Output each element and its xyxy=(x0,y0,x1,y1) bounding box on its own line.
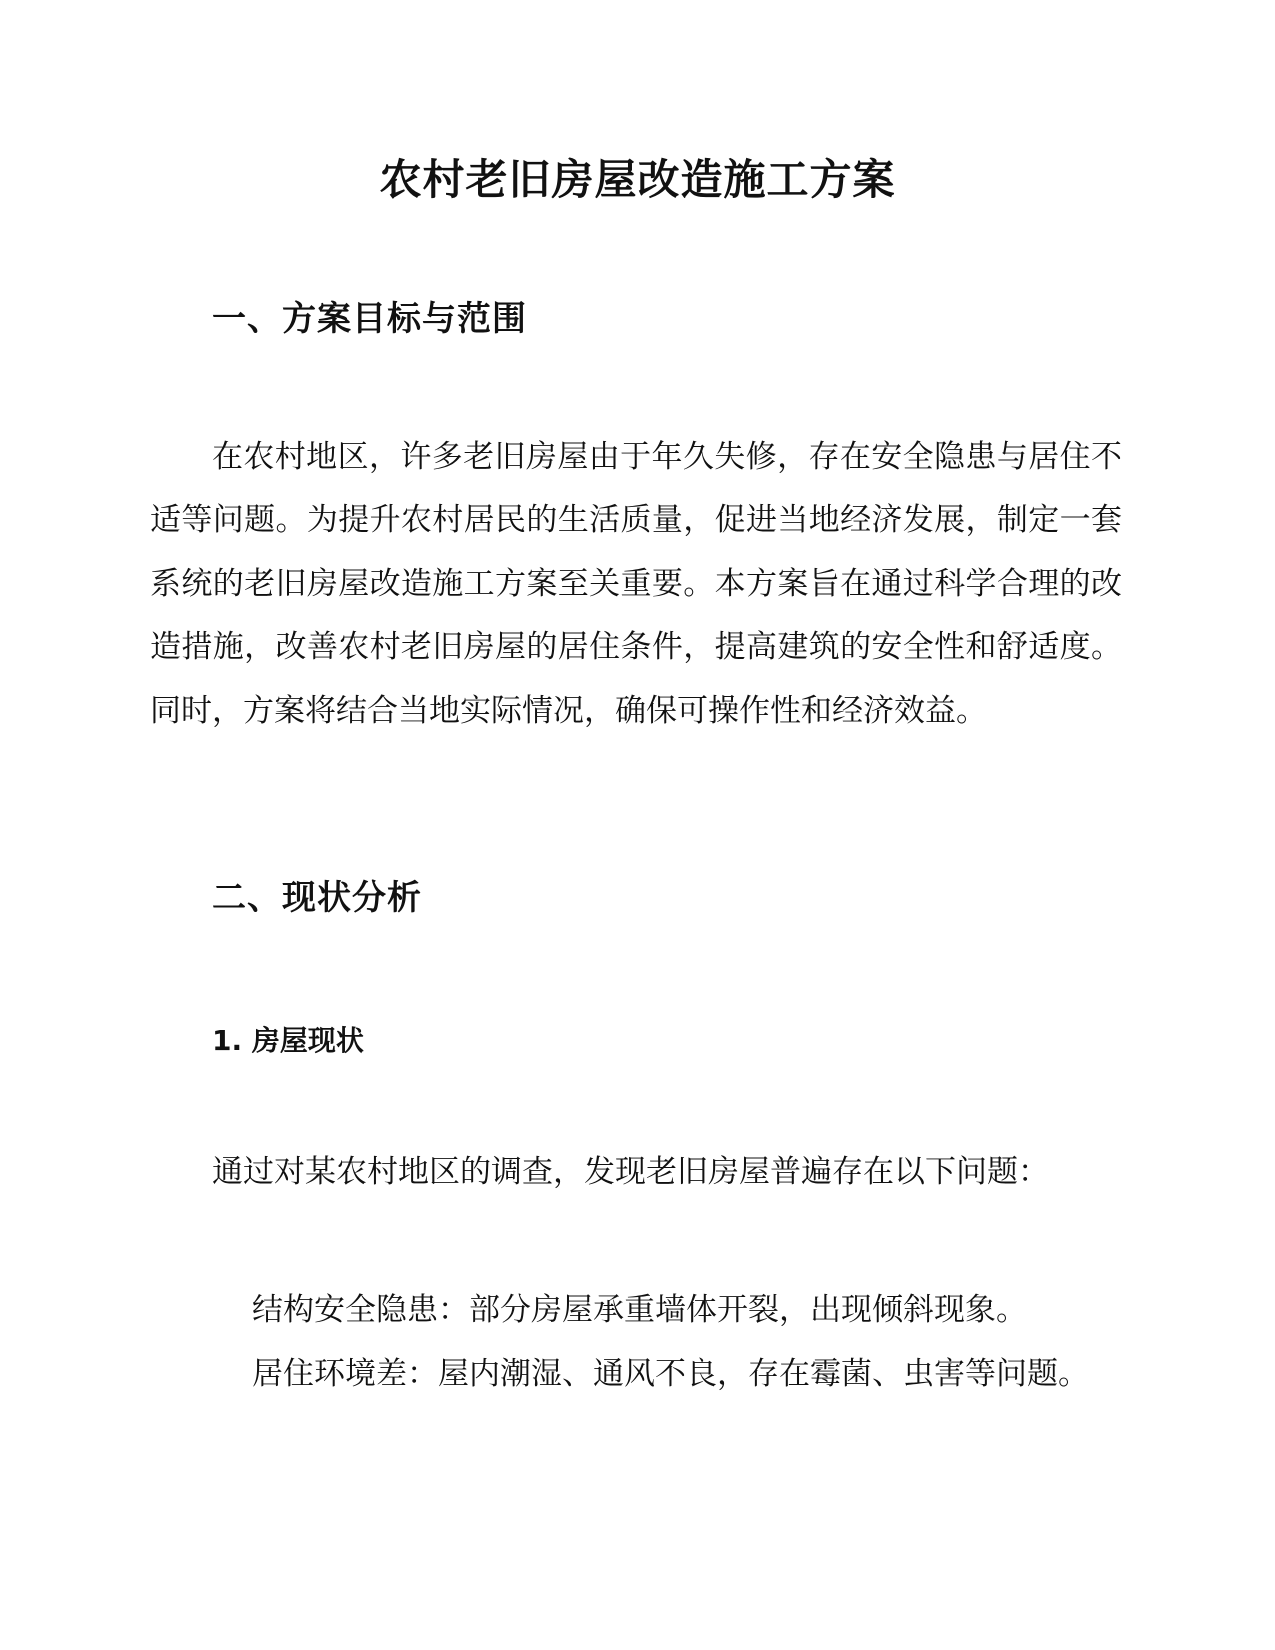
section-heading-analysis: 二、现状分析 xyxy=(212,878,422,918)
list-item: 居住环境差：屋内潮湿、通风不良，存在霉菌、虫害等问题。 xyxy=(252,1356,1089,1392)
section-heading-goals: 一、方案目标与范围 xyxy=(212,299,527,339)
document-title: 农村老旧房屋改造施工方案 xyxy=(379,155,896,204)
issue-list xyxy=(180,1278,1110,1406)
list-item: 结构安全隐患：部分房屋承重墙体开裂，出现倾斜现象。 xyxy=(252,1292,1027,1328)
section-paragraph-goals: 在农村地区，许多老旧房屋由于年久失修，存在安全隐患与居住不适等问题。为提升农村居民的生活质量，促进当地经济发展，制定一套系统的老旧房屋改造施工方案至关重要。本方案旨在通过科学合理的改造措施，改善农村老旧房屋的居住条件，提高建筑的安全性和舒适度。同时，方案将结合当地实际情况，确保可操作性和经济效益。 xyxy=(150,439,1122,729)
subsection-heading-house-status: 1. 房屋现状 xyxy=(212,1024,364,1057)
subsection-intro: 通过对某农村地区的调查，发现老旧房屋普遍存在以下问题： xyxy=(212,1154,1049,1190)
